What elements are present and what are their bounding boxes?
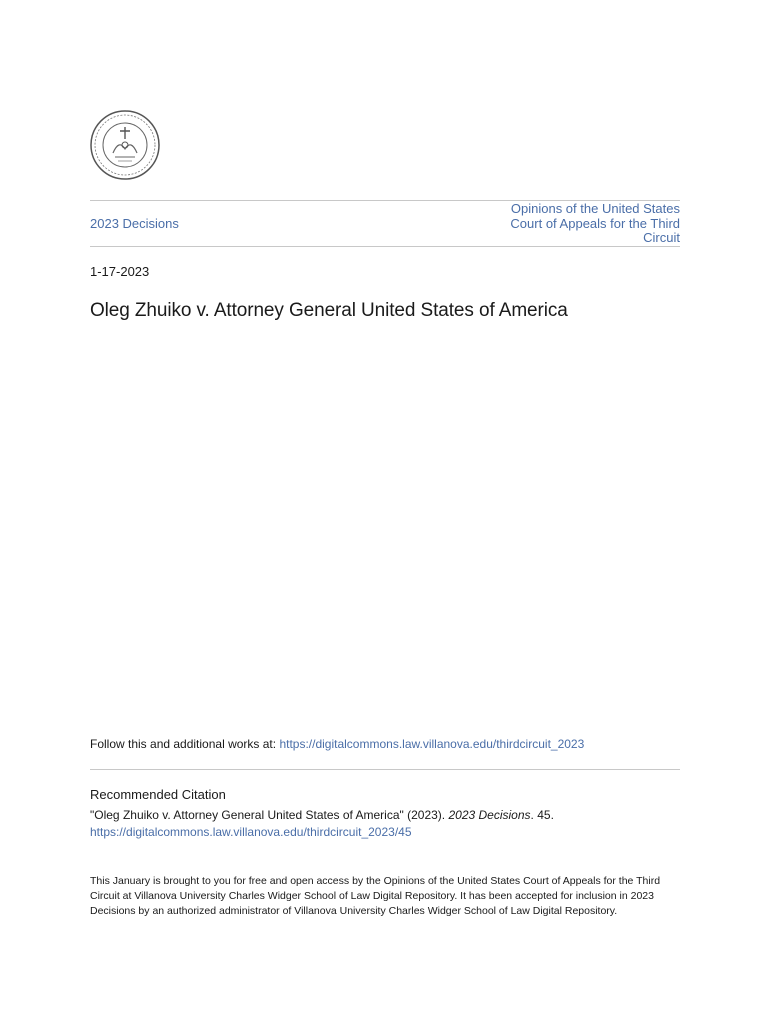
citation-rule (90, 769, 680, 770)
header-bottom-rule (90, 246, 680, 247)
villanova-law-seal-icon (89, 109, 161, 181)
citation-block (90, 807, 680, 841)
follow-prefix: Follow this and additional works at: (90, 737, 280, 751)
citation-url-link[interactable]: https://digitalcommons.law.villanova.edu/thirdcircuit_2023/45 (90, 825, 412, 839)
citation-heading: Recommended Citation (90, 787, 226, 802)
document-title: Oleg Zhuiko v. Attorney General United States of America (90, 300, 568, 321)
citation-text: "Oleg Zhuiko v. Attorney General United States of America" (2023). (90, 808, 446, 822)
collection-url-link[interactable]: https://digitalcommons.law.villanova.edu/thirdcircuit_2023 (279, 737, 585, 751)
citation-number: . 45. (530, 808, 554, 822)
follow-line (90, 737, 584, 751)
access-notice: This January is brought to you for free and open access by the Opinions of the United States Court of Appeals for the Third Circuit at Villanova University Charles Widger School of Law Digital Repository. It has been accepted for inclusion in 2023 Decisions by an authorized administrator of Villanova University Charles Widger School of Law Digital Repository. (90, 875, 661, 917)
series-link[interactable]: Opinions of the United States Court of Appeals for the Third Circuit (510, 201, 680, 245)
citation-journal: 2023 Decisions (448, 808, 531, 822)
publication-date: 1-17-2023 (90, 264, 150, 279)
collection-link[interactable]: 2023 Decisions (90, 216, 179, 231)
